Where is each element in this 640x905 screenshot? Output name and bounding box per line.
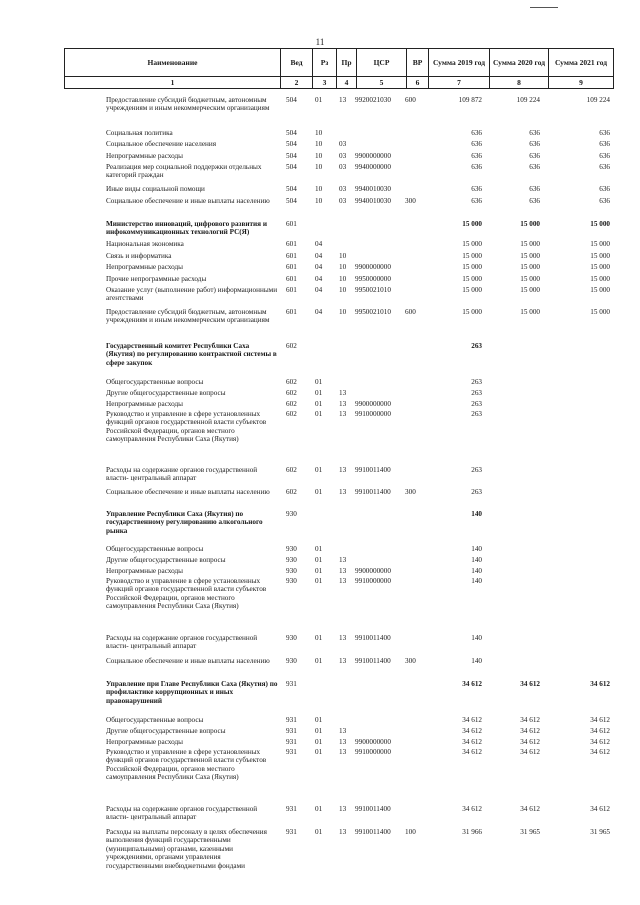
row-rz: 01	[315, 727, 323, 735]
col-header-csr: ЦСР	[357, 49, 407, 77]
row-name: Иные виды социальной помощи	[106, 185, 205, 193]
row-csr: 9900000000	[355, 263, 391, 271]
row-ved: 601	[286, 275, 297, 283]
row-pr: 13	[339, 748, 347, 756]
row-sum-2020: 15 000	[520, 308, 540, 316]
row-name: Социальное обеспечение и иные выплаты населению	[106, 488, 270, 496]
row-sum-2021: 636	[599, 129, 610, 137]
row-sum-2020: 15 000	[520, 220, 540, 228]
row-rz: 04	[315, 240, 323, 248]
row-sum-2020: 34 612	[520, 805, 540, 813]
row-ved: 930	[286, 577, 297, 585]
row-sum-2019: 140	[471, 545, 482, 553]
row-rz: 01	[315, 466, 323, 474]
row-pr: 03	[339, 185, 347, 193]
row-sum-2021: 15 000	[590, 275, 610, 283]
col-number: 7	[429, 77, 490, 89]
col-header-rz: Рз	[313, 49, 337, 77]
row-name: Руководство и управление в сфере установленных функций органов государственной власти субъектов Российской Федерации, органов местного самоуправления Республики Саха (Якутия)	[106, 410, 267, 444]
row-name: Управление Республики Саха (Якутия) по государственному регулированию алкогольного рынка	[106, 510, 263, 535]
row-rz: 01	[315, 805, 323, 813]
row-sum-2021: 636	[599, 152, 610, 160]
row-ved: 601	[286, 252, 297, 260]
row-name: Расходы на выплаты персоналу в целях обеспечения выполнения функций государственными (муниципальными) органами, казенными учреждениями, органами управления государственными внебюджетными фондами	[106, 828, 267, 870]
row-rz: 01	[315, 738, 323, 746]
row-ved: 602	[286, 342, 297, 350]
row-vr: 600	[405, 96, 416, 104]
row-sum-2019: 140	[471, 657, 482, 665]
row-rz: 04	[315, 252, 323, 260]
row-sum-2019: 636	[471, 140, 482, 148]
col-number: 5	[357, 77, 407, 89]
row-pr: 03	[339, 197, 347, 205]
row-name: Непрограммные расходы	[106, 400, 183, 408]
row-name: Управление при Главе Республики Саха (Якутия) по профилактике коррупционных и иных правонарушений	[106, 680, 278, 705]
row-vr: 300	[405, 197, 416, 205]
row-sum-2020: 34 612	[520, 716, 540, 724]
row-pr: 13	[339, 389, 347, 397]
row-sum-2021: 15 000	[590, 240, 610, 248]
row-pr: 03	[339, 152, 347, 160]
row-ved: 931	[286, 716, 297, 724]
row-sum-2021: 15 000	[590, 252, 610, 260]
row-sum-2019: 15 000	[462, 308, 482, 316]
row-csr: 9910011400	[355, 634, 391, 642]
row-csr: 9910000000	[355, 577, 391, 585]
row-ved: 504	[286, 152, 297, 160]
col-header-pr: Пр	[337, 49, 357, 77]
row-pr: 10	[339, 275, 347, 283]
row-sum-2019: 636	[471, 163, 482, 171]
row-rz: 01	[315, 378, 323, 386]
row-ved: 931	[286, 805, 297, 813]
row-name: Оказание услуг (выполнение работ) информационными агентствами	[106, 286, 278, 303]
row-sum-2020: 34 612	[520, 748, 540, 756]
row-ved: 930	[286, 634, 297, 642]
row-sum-2020: 636	[529, 152, 540, 160]
row-sum-2020: 636	[529, 140, 540, 148]
row-sum-2021: 34 612	[590, 738, 610, 746]
row-csr: 9940010030	[355, 185, 391, 193]
row-sum-2019: 140	[471, 567, 482, 575]
row-sum-2019: 140	[471, 634, 482, 642]
row-sum-2021: 34 612	[590, 680, 610, 688]
row-ved: 504	[286, 185, 297, 193]
row-csr: 9910011400	[355, 466, 391, 474]
row-sum-2020: 15 000	[520, 240, 540, 248]
col-number: 6	[407, 77, 429, 89]
row-sum-2019: 15 000	[462, 220, 482, 228]
row-ved: 504	[286, 197, 297, 205]
row-csr: 9910000000	[355, 748, 391, 756]
row-sum-2019: 109 872	[458, 96, 482, 104]
row-sum-2019: 34 612	[462, 727, 482, 735]
row-pr: 13	[339, 727, 347, 735]
page-number: 11	[315, 37, 325, 47]
row-sum-2021: 34 612	[590, 748, 610, 756]
row-rz: 04	[315, 263, 323, 271]
row-pr: 13	[339, 828, 347, 836]
row-ved: 602	[286, 410, 297, 418]
col-header-sum-2019: Сумма 2019 год	[429, 49, 490, 77]
row-sum-2020: 34 612	[520, 738, 540, 746]
row-vr: 600	[405, 308, 416, 316]
row-pr: 13	[339, 96, 347, 104]
row-name: Непрограммные расходы	[106, 738, 183, 746]
row-rz: 01	[315, 634, 323, 642]
row-vr: 300	[405, 488, 416, 496]
row-sum-2020: 636	[529, 163, 540, 171]
row-sum-2019: 15 000	[462, 275, 482, 283]
row-sum-2019: 15 000	[462, 263, 482, 271]
row-rz: 10	[315, 152, 323, 160]
row-rz: 10	[315, 129, 323, 137]
row-sum-2021: 15 000	[590, 308, 610, 316]
row-rz: 01	[315, 556, 323, 564]
row-ved: 931	[286, 680, 297, 688]
row-sum-2019: 15 000	[462, 252, 482, 260]
row-sum-2021: 636	[599, 163, 610, 171]
row-sum-2021: 15 000	[590, 286, 610, 294]
row-sum-2019: 263	[471, 378, 482, 386]
row-name: Социальное обеспечение населения	[106, 140, 217, 148]
row-sum-2020: 15 000	[520, 263, 540, 271]
row-sum-2019: 263	[471, 466, 482, 474]
row-csr: 9950021010	[355, 308, 391, 316]
col-header-ved: Вед	[281, 49, 313, 77]
row-pr: 13	[339, 577, 347, 585]
row-csr: 9920021030	[355, 96, 391, 104]
row-name: Расходы на содержание органов государственной власти- центральный аппарат	[106, 805, 258, 822]
row-rz: 10	[315, 197, 323, 205]
row-pr: 13	[339, 410, 347, 418]
row-rz: 01	[315, 96, 323, 104]
row-sum-2019: 34 612	[462, 805, 482, 813]
row-name: Реализация мер социальной поддержки отдельных категорий граждан	[106, 163, 262, 180]
row-sum-2020: 109 224	[516, 96, 540, 104]
row-name: Другие общегосударственные вопросы	[106, 727, 226, 735]
row-pr: 13	[339, 556, 347, 564]
row-sum-2019: 263	[471, 488, 482, 496]
row-sum-2021: 34 612	[590, 716, 610, 724]
row-sum-2019: 263	[471, 342, 482, 350]
row-ved: 504	[286, 140, 297, 148]
row-ved: 931	[286, 738, 297, 746]
row-sum-2019: 15 000	[462, 240, 482, 248]
row-ved: 601	[286, 240, 297, 248]
row-ved: 930	[286, 545, 297, 553]
row-name: Национальная экономика	[106, 240, 184, 248]
row-csr: 9910000000	[355, 410, 391, 418]
row-rz: 04	[315, 286, 323, 294]
row-name: Общегосударственные вопросы	[106, 716, 204, 724]
row-name: Руководство и управление в сфере установленных функций органов государственной власти субъектов Российской Федерации, органов местного самоуправления Республики Саха (Якутия)	[106, 577, 267, 611]
row-sum-2020: 15 000	[520, 252, 540, 260]
col-header-sum-2020: Сумма 2020 год	[490, 49, 549, 77]
row-csr: 9910011400	[355, 828, 391, 836]
col-number: 1	[65, 77, 281, 89]
row-ved: 601	[286, 263, 297, 271]
row-sum-2021: 31 965	[590, 828, 610, 836]
row-name: Прочие непрограммные расходы	[106, 275, 207, 283]
row-csr: 9910011400	[355, 657, 391, 665]
row-rz: 01	[315, 545, 323, 553]
row-rz: 01	[315, 828, 323, 836]
row-ved: 504	[286, 96, 297, 104]
row-rz: 01	[315, 488, 323, 496]
row-ved: 931	[286, 727, 297, 735]
row-csr: 9900000000	[355, 567, 391, 575]
col-number: 3	[313, 77, 337, 89]
col-number: 9	[549, 77, 614, 89]
row-rz: 01	[315, 657, 323, 665]
row-name: Государственный комитет Республики Саха (Якутия) по регулированию контрактной системы в сфере закупок	[106, 342, 277, 367]
row-name: Другие общегосударственные вопросы	[106, 389, 226, 397]
row-sum-2021: 636	[599, 197, 610, 205]
row-sum-2021: 636	[599, 185, 610, 193]
row-csr: 9940010030	[355, 197, 391, 205]
row-sum-2019: 140	[471, 556, 482, 564]
row-name: Расходы на содержание органов государственной власти- центральный аппарат	[106, 634, 258, 651]
table-header	[64, 48, 614, 89]
row-rz: 01	[315, 400, 323, 408]
row-ved: 602	[286, 466, 297, 474]
row-sum-2021: 636	[599, 140, 610, 148]
row-rz: 04	[315, 275, 323, 283]
row-name: Социальное обеспечение и иные выплаты населению	[106, 657, 270, 665]
row-pr: 13	[339, 657, 347, 665]
row-vr: 300	[405, 657, 416, 665]
row-ved: 602	[286, 389, 297, 397]
row-name: Непрограммные расходы	[106, 263, 183, 271]
row-name: Социальная политика	[106, 129, 173, 137]
row-pr: 03	[339, 163, 347, 171]
row-rz: 01	[315, 716, 323, 724]
row-ved: 504	[286, 163, 297, 171]
row-sum-2020: 15 000	[520, 275, 540, 283]
row-ved: 931	[286, 828, 297, 836]
row-name: Непрограммные расходы	[106, 567, 183, 575]
row-rz: 10	[315, 140, 323, 148]
row-rz: 04	[315, 308, 323, 316]
row-csr: 9900000000	[355, 152, 391, 160]
row-sum-2020: 34 612	[520, 680, 540, 688]
row-csr: 9910011400	[355, 805, 391, 813]
row-ved: 930	[286, 567, 297, 575]
row-pr: 10	[339, 308, 347, 316]
row-pr: 10	[339, 286, 347, 294]
row-ved: 602	[286, 400, 297, 408]
row-csr: 9950000000	[355, 275, 391, 283]
row-sum-2019: 636	[471, 152, 482, 160]
row-name: Общегосударственные вопросы	[106, 378, 204, 386]
row-ved: 602	[286, 378, 297, 386]
row-pr: 13	[339, 738, 347, 746]
row-sum-2019: 263	[471, 389, 482, 397]
col-number: 2	[281, 77, 313, 89]
row-sum-2020: 636	[529, 197, 540, 205]
row-rz: 01	[315, 567, 323, 575]
row-rz: 01	[315, 410, 323, 418]
row-rz: 01	[315, 748, 323, 756]
row-ved: 601	[286, 220, 297, 228]
row-sum-2019: 140	[471, 510, 482, 518]
row-pr: 13	[339, 805, 347, 813]
row-name: Связь и информатика	[106, 252, 172, 260]
col-header-sum-2021: Сумма 2021 год	[549, 49, 614, 77]
row-ved: 504	[286, 129, 297, 137]
row-csr: 9900000000	[355, 400, 391, 408]
row-ved: 602	[286, 488, 297, 496]
row-name: Министерство инноваций, цифрового развития и инфокоммуникационных технологий РС(Я)	[106, 220, 267, 237]
row-sum-2019: 263	[471, 400, 482, 408]
row-ved: 930	[286, 510, 297, 518]
row-ved: 601	[286, 286, 297, 294]
row-name: Руководство и управление в сфере установленных функций органов государственной власти субъектов Российской Федерации, органов местного самоуправления Республики Саха (Якутия)	[106, 748, 267, 782]
row-rz: 01	[315, 577, 323, 585]
row-sum-2019: 636	[471, 197, 482, 205]
row-csr: 9900000000	[355, 738, 391, 746]
row-sum-2019: 263	[471, 410, 482, 418]
col-number: 8	[490, 77, 549, 89]
row-sum-2021: 15 000	[590, 220, 610, 228]
row-sum-2019: 31 966	[462, 828, 482, 836]
row-name: Социальное обеспечение и иные выплаты населению	[106, 197, 270, 205]
row-vr: 100	[405, 828, 416, 836]
row-pr: 10	[339, 263, 347, 271]
row-sum-2019: 636	[471, 129, 482, 137]
row-pr: 10	[339, 252, 347, 260]
row-pr: 13	[339, 466, 347, 474]
row-sum-2020: 15 000	[520, 286, 540, 294]
row-rz: 01	[315, 389, 323, 397]
row-ved: 601	[286, 308, 297, 316]
row-name: Расходы на содержание органов государственной власти- центральный аппарат	[106, 466, 258, 483]
row-csr: 9950021010	[355, 286, 391, 294]
col-header-name: Наименование	[65, 49, 281, 77]
row-sum-2020: 636	[529, 185, 540, 193]
row-pr: 03	[339, 140, 347, 148]
row-csr: 9910011400	[355, 488, 391, 496]
row-sum-2019: 15 000	[462, 286, 482, 294]
row-ved: 930	[286, 657, 297, 665]
col-header-vr: ВР	[407, 49, 429, 77]
row-name: Предоставление субсидий бюджетным, автономным учреждениям и иным некоммерческим организациям	[106, 308, 270, 325]
row-sum-2019: 140	[471, 577, 482, 585]
row-sum-2021: 34 612	[590, 727, 610, 735]
row-ved: 930	[286, 556, 297, 564]
row-name: Общегосударственные вопросы	[106, 545, 204, 553]
row-sum-2019: 636	[471, 185, 482, 193]
row-sum-2021: 34 612	[590, 805, 610, 813]
row-sum-2020: 34 612	[520, 727, 540, 735]
row-rz: 10	[315, 163, 323, 171]
row-pr: 13	[339, 488, 347, 496]
row-rz: 10	[315, 185, 323, 193]
row-pr: 13	[339, 567, 347, 575]
row-sum-2021: 15 000	[590, 263, 610, 271]
row-pr: 13	[339, 400, 347, 408]
top-rule	[530, 7, 558, 8]
row-sum-2019: 34 612	[462, 716, 482, 724]
row-sum-2020: 31 965	[520, 828, 540, 836]
row-sum-2020: 636	[529, 129, 540, 137]
row-ved: 931	[286, 748, 297, 756]
row-name: Предоставление субсидий бюджетным, автономным учреждениям и иным некоммерческим организациям	[106, 96, 270, 113]
col-number: 4	[337, 77, 357, 89]
row-sum-2021: 109 224	[586, 96, 610, 104]
row-csr: 9940000000	[355, 163, 391, 171]
row-pr: 13	[339, 634, 347, 642]
row-sum-2019: 34 612	[462, 680, 482, 688]
row-name: Другие общегосударственные вопросы	[106, 556, 226, 564]
row-sum-2019: 34 612	[462, 748, 482, 756]
row-name: Непрограммные расходы	[106, 152, 183, 160]
row-sum-2019: 34 612	[462, 738, 482, 746]
